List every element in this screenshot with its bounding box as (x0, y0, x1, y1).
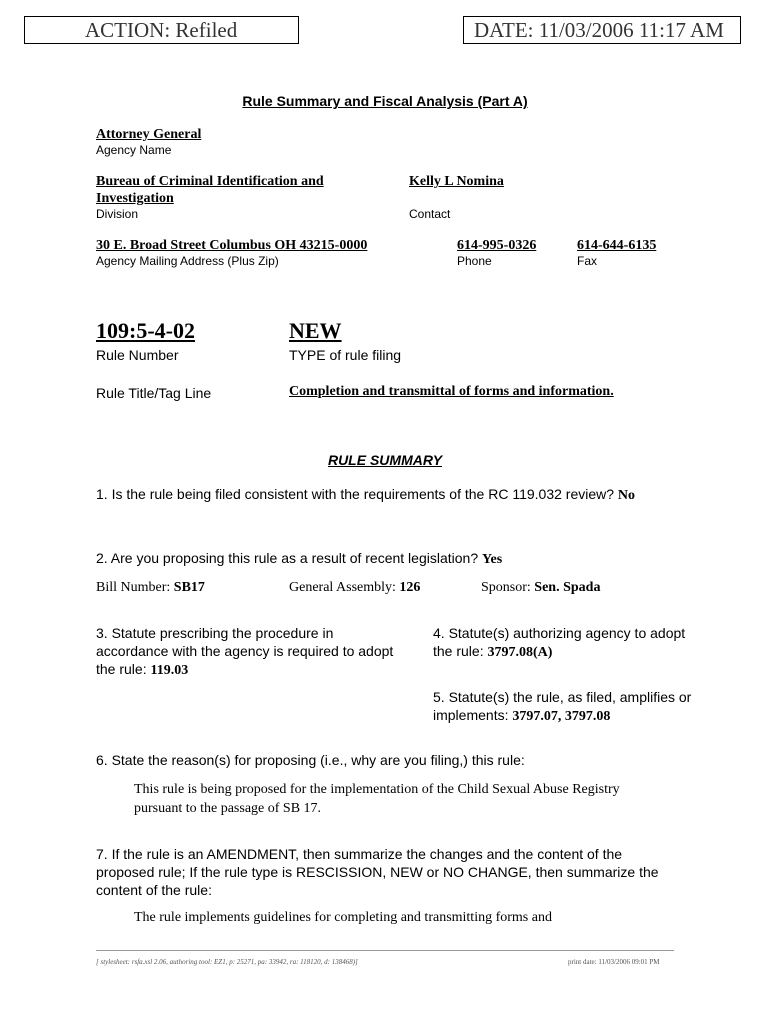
phone-number: 614-995-0326 (457, 238, 537, 253)
rule-type: NEW (289, 318, 342, 343)
contact-name: Kelly L Nomina (409, 174, 504, 189)
rule-summary-heading: RULE SUMMARY (327, 452, 443, 468)
sponsor: Sen. Spada (534, 580, 601, 595)
rule-number-label: Rule Number (96, 347, 179, 363)
phone-label: Phone (457, 254, 492, 268)
question-4 (433, 624, 693, 662)
rule-title: Completion and transmittal of forms and information. (289, 384, 614, 399)
footer-print-date: print date: 11/03/2006 09:01 PM (568, 958, 660, 966)
page-title: Rule Summary and Fiscal Analysis (Part A) (242, 93, 528, 109)
question-1-answer: No (617, 488, 636, 503)
footer-divider (96, 950, 674, 951)
division-label: Division (96, 207, 139, 221)
general-assembly-label: General Assembly: (289, 580, 396, 595)
question-6-text: 6. State the reason(s) for proposing (i.e., why are you filing,) this rule: (96, 752, 525, 768)
date-box (463, 16, 741, 44)
agency-name-label: Agency Name (96, 143, 172, 157)
general-assembly-row (289, 580, 420, 596)
question-3-text: 3. Statute prescribing the procedure in accordance with the agency is required to adopt the rule: (96, 625, 394, 677)
question-7-text: 7. If the rule is an AMENDMENT, then summarize the changes and the content of the proposed rule; If the rule type is RESCISSION, NEW or NO CHANGE, then summarize the content of the rule: (96, 846, 659, 898)
fax-label: Fax (577, 254, 598, 268)
question-5 (433, 688, 723, 726)
rule-title-label: Rule Title/Tag Line (96, 385, 212, 401)
division-name: Bureau of Criminal Identification and Investigation (96, 174, 324, 206)
question-4-text: 4. Statute(s) authorizing agency to adopt the rule: (433, 625, 686, 659)
question-5-text: 5. Statute(s) the rule, as filed, amplifies or implements: (433, 689, 692, 723)
question-7-answer: The rule implements guidelines for completing and transmitting forms and (134, 910, 552, 925)
general-assembly: 126 (399, 580, 421, 595)
fax-number: 614-644-6135 (577, 238, 657, 253)
contact-label: Contact (409, 207, 451, 221)
question-2-answer: Yes (482, 552, 503, 567)
question-3-answer: 119.03 (150, 663, 189, 678)
question-1 (96, 485, 656, 505)
footer-stylesheet-info: [ stylesheet: rsfa.xsl 2.06, authoring tool: EZ1, p: 25271, pa: 33942, ra: 118120, d: 138468)] (96, 958, 358, 966)
bill-number: SB17 (173, 580, 205, 595)
sponsor-row (481, 580, 600, 596)
action-box (24, 16, 299, 44)
rule-type-label: TYPE of rule filing (289, 347, 402, 363)
rule-number: 109:5-4-02 (96, 318, 195, 343)
agency-name: Attorney General (96, 127, 202, 142)
question-1-text: 1. Is the rule being filed consistent with the requirements of the RC 119.032 review? (96, 486, 615, 502)
sponsor-label: Sponsor: (481, 580, 531, 595)
mailing-address-label: Agency Mailing Address (Plus Zip) (96, 254, 279, 268)
question-6-answer: This rule is being proposed for the implementation of the Child Sexual Abuse Registry pursuant to the passage of SB 17. (134, 782, 620, 816)
question-2-text: 2. Are you proposing this rule as a result of recent legislation? (96, 550, 479, 566)
question-3 (96, 624, 396, 680)
date-text: DATE: 11/03/2006 11:17 AM (474, 18, 724, 42)
mailing-address: 30 E. Broad Street Columbus OH 43215-0000 (96, 238, 368, 253)
bill-number-label: Bill Number: (96, 580, 171, 595)
bill-number-row (96, 580, 205, 596)
action-text: ACTION: Refiled (85, 18, 238, 42)
question-2 (96, 549, 502, 569)
question-4-answer: 3797.08(A) (487, 645, 553, 660)
question-5-answer: 3797.07, 3797.08 (512, 709, 611, 724)
